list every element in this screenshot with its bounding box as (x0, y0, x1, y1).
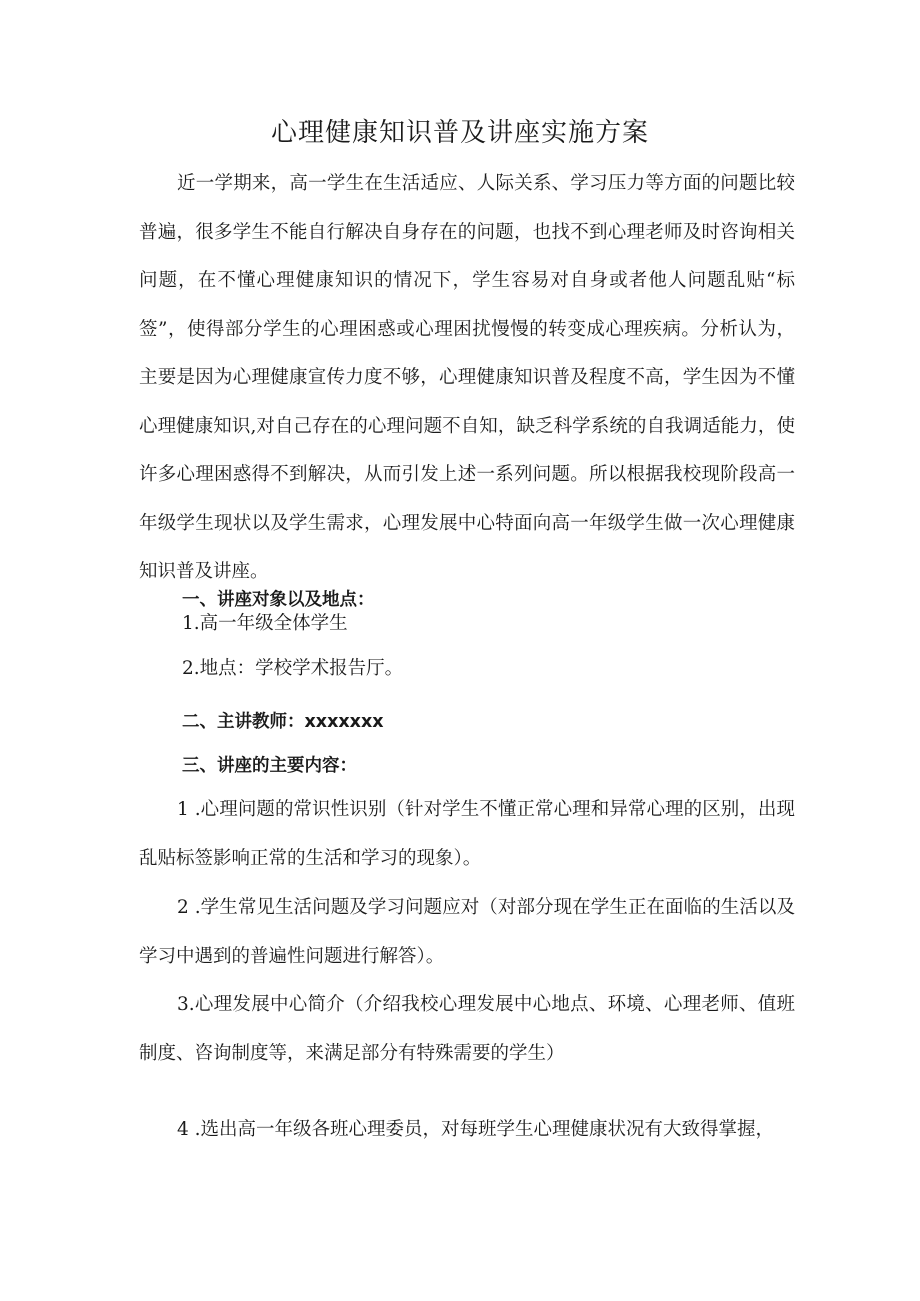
section1-item-1: 1.高一年级全体学生 (182, 613, 348, 634)
section1-heading: 一、讲座对象以及地点： (182, 590, 375, 610)
section3-heading: 三、讲座的主要内容： (182, 756, 357, 776)
section2-heading: 二、主讲教师：xxxxxxx (182, 712, 384, 732)
document-title: 心理健康知识普及讲座实施方案 (270, 118, 649, 148)
section3-item-2: 2 .学生常见生活问题及学习问题应对（对部分现在学生正在面临的生活以及学习中遇到的普遍性问题进行解答）。 (139, 897, 795, 967)
intro-paragraph: 近一学期来，高一学生在生活适应、人际关系、学习压力等方面的问题比较普遍，很多学生不能自行解决自身存在的问题，也找不到心理老师及时咨询相关问题，在不懂心理健康知识的情况下，学生容易对自身或者他人问题乱贴“标签”，使得部分学生的心理困惑或心理困扰慢慢的转变成心理疾病。分析认为，主要是因为心理健康宣传力度不够，心理健康知识普及程度不高，学生因为不懂心理健康知识,对自己存在的心理问题不自知，缺乏科学系统的自我调适能力，使许多心理困惑得不到解决，从而引发上述一系列问题。所以根据我校现阶段高一年级学生现状以及学生需求，心理发展中心特面向高一年级学生做一次心理健康知识普及讲座。 (139, 173, 795, 582)
section1-item-2: 2.地点：学校学术报告厅。 (182, 658, 404, 679)
section3-item-1: 1 .心理问题的常识性识别（针对学生不懂正常心理和异常心理的区别，出现乱贴标签影响正常的生活和学习的现象）。 (139, 799, 795, 869)
section3-item-3: 3.心理发展中心简介（介绍我校心理发展中心地点、环境、心理老师、值班制度、咨询制度等，来满足部分有特殊需要的学生） (139, 994, 795, 1064)
section3-item-4: 4 .选出高一年级各班心理委员，对每班学生心理健康状况有大致得掌握， (177, 1119, 775, 1140)
